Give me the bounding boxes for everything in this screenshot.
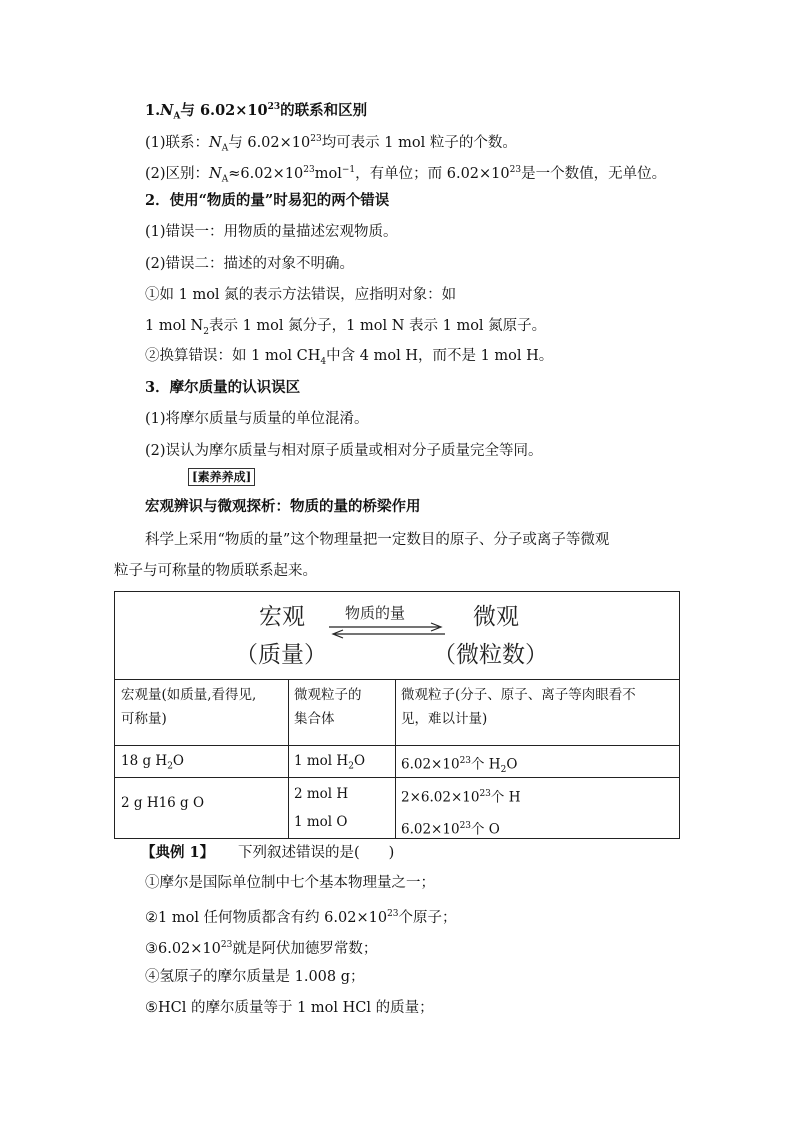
note-difference: (2)区别：$N_A\approx 6.02\times 10^{23}mol^{-1}$，有单位；而 $6.02\times 10^{23}$是一个数值，无单位。 [145, 165, 667, 185]
table-header-aggregate: 微观粒子的 集合体 [294, 687, 362, 727]
table-row-2-particles: $2\times 6.02\times 10^{23}$个 H $6.02\times 10^{23}$个 O [401, 789, 521, 837]
heading-common-errors: 2．使用“物质的量”时易犯的两个错误 [145, 192, 390, 209]
macro-sublabel: （质量） [235, 642, 327, 668]
section-title: 宏观辨识与微观探析：物质的量的桥梁作用 [145, 498, 421, 515]
note-conversion-error: ②换算错误：如 1 mol $CH_4$中含 4 mol H，而不是 1 mol H。 [145, 348, 554, 367]
note-unit-confusion: (1)将摩尔质量与质量的单位混淆。 [145, 411, 369, 427]
example-item-2: ②1 mol 任何物质都含有约 $6.02\times 10^{23}$个原子； [145, 909, 457, 926]
example-item-4: ④氢原子的摩尔质量是 1.008 g； [145, 969, 365, 985]
section-tag: [素养养成] [188, 468, 255, 486]
example-question: 下列叙述错误的是( ) [238, 845, 395, 861]
table-row-2-moles: 2 mol H 1 mol O [294, 786, 349, 830]
macro-micro-diagram [115, 592, 679, 680]
intro-line-1: 科学上采用“物质的量”这个物理量把一定数目的原子、分子或离子等微观 [145, 532, 610, 548]
note-error-two: (2)错误二：描述的对象不明确。 [145, 256, 355, 272]
table-row-1-mass: 18 g $H_2O$ [121, 753, 184, 772]
intro-line-2: 粒子与可称量的物质联系起来。 [114, 563, 317, 579]
table-header-micro: 微观粒子(分子、原子、离子等肉眼看不 见，难以计量) [401, 687, 636, 727]
example-item-1: ①摩尔是国际单位制中七个基本物理量之一； [145, 875, 435, 891]
arrow-label: 物质的量 [345, 604, 406, 622]
example-label: 【典例 1】 [141, 844, 215, 861]
macro-label: 宏观 [259, 604, 305, 630]
example-item-5: ⑤HCl 的摩尔质量等于 1 mol HCl 的质量； [145, 1000, 434, 1016]
double-arrow-icon [327, 622, 447, 640]
table-row-1-moles: 1 mol $H_2O$ [294, 753, 366, 772]
micro-sublabel: （微粒数） [433, 642, 548, 668]
table-row-2-mass: 2 g H16 g O [121, 795, 205, 811]
table-header-macro: 宏观量(如质量,看得见, 可称量) [121, 687, 257, 727]
table-row-1-particles: $6.02\times 10^{23}$个 $H_2O$ [401, 756, 518, 776]
note-error-one: (1)错误一：用物质的量描述宏观物质。 [145, 224, 398, 240]
note-nitrogen-molecule: 1 mol $N_2$表示 1 mol 氮分子，1 mol N 表示 1 mol 氮原子。 [145, 318, 547, 337]
note-example-nitrogen: ①如 1 mol 氮的表示方法错误，应指明对象：如 [145, 287, 457, 303]
heading-na-relation: $1.N_A$与 $6.02\times 10^{23}$的联系和区别 [145, 101, 368, 122]
row-divider [115, 745, 679, 746]
example-item-3: $③6.02\times 10^{23}$就是阿伏加德罗常数； [145, 940, 378, 957]
note-misconception: (2)误认为摩尔质量与相对原子质量或相对分子质量完全等同。 [145, 443, 543, 459]
heading-molar-mass: 3．摩尔质量的认识误区 [145, 379, 301, 396]
bridge-table [114, 591, 680, 839]
micro-label: 微观 [473, 604, 519, 630]
note-connection: (1)联系：$N_A$与 $6.02\times 10^{23}$均可表示 1 mol 粒子的个数。 [145, 134, 517, 154]
